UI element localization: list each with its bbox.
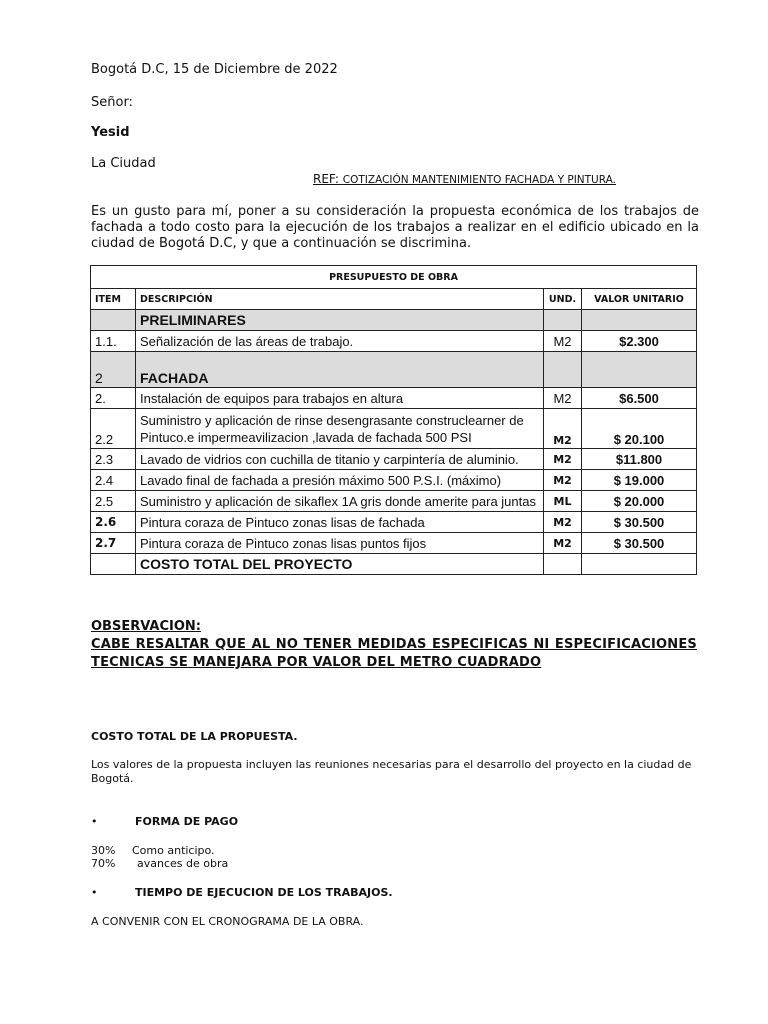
execution-time-title: TIEMPO DE EJECUCION DE LOS TRABAJOS. xyxy=(135,886,393,899)
row-item: 2. xyxy=(91,388,136,409)
recipient-name: Yesid xyxy=(91,125,130,140)
row-item: 2.4 xyxy=(91,470,136,491)
row-description: Instalación de equipos para trabajos en altura xyxy=(136,388,544,409)
reference-prefix: REF: xyxy=(313,172,339,186)
execution-time-text: A CONVENIR CON EL CRONOGRAMA DE LA OBRA. xyxy=(91,915,364,928)
row-description: Suministro y aplicación de sikaflex 1A gris donde amerite para juntas xyxy=(136,491,544,512)
intro-paragraph: Es un gusto para mí, poner a su consideración la propuesta económica de los trabajos de fachada a todo costo para la ejecución de los trabajos a realizar en el edificio ubicado en la ciudad de Bogotá D.C, y que a continuación se discrimina. xyxy=(91,204,699,251)
row-unit: M2 xyxy=(544,512,582,533)
row-item: 2.6 xyxy=(91,512,136,533)
salutation: Señor: xyxy=(91,95,133,110)
row-unit: M2 xyxy=(544,388,582,409)
budget-title-row xyxy=(91,266,697,289)
row-value: $6.500 xyxy=(582,388,697,409)
row-item: 2.3 xyxy=(91,449,136,470)
total-row xyxy=(91,554,697,575)
payment-percent: 30% xyxy=(91,844,116,857)
bullet-icon: • xyxy=(91,815,98,828)
header-unit-value: VALOR UNITARIO xyxy=(582,289,697,310)
row-value: $ 20.100 xyxy=(582,409,697,449)
reference-line xyxy=(313,172,616,186)
header-unit: UND. xyxy=(544,289,582,310)
row-value: $2.300 xyxy=(582,331,697,352)
row-unit: M2 xyxy=(544,533,582,554)
row-description-line: Pintuco.e impermeavilizacion ,lavada de fachada 500 PSI xyxy=(140,429,472,445)
section-row-fachada xyxy=(91,352,697,388)
reference-text: COTIZACIÓN MANTENIMIENTO FACHADA Y PINTURA. xyxy=(342,174,616,186)
table-row xyxy=(91,449,697,470)
proposal-total-title: COSTO TOTAL DE LA PROPUESTA. xyxy=(91,730,298,743)
budget-header-row xyxy=(91,289,697,310)
row-description: Pintura coraza de Pintuco zonas lisas puntos fijos xyxy=(136,533,544,554)
observation-body: CABE RESALTAR QUE AL NO TENER MEDIDAS ESPECIFICAS NI ESPECIFICACIONES TECNICAS SE MANEJARA POR VALOR DEL METRO CUADRADO xyxy=(91,637,697,670)
section-item: 2 xyxy=(91,352,136,388)
payment-percent: 70% xyxy=(91,857,116,870)
date-line: Bogotá D.C, 15 de Diciembre de 2022 xyxy=(91,62,338,77)
row-value: $ 30.500 xyxy=(582,512,697,533)
row-description-line: Suministro y aplicación de rinse desengrasante construclearner de xyxy=(140,412,524,428)
table-row xyxy=(91,512,697,533)
row-description: Pintura coraza de Pintuco zonas lisas de fachada xyxy=(136,512,544,533)
header-item: ITEM xyxy=(91,289,136,310)
total-label: COSTO TOTAL DEL PROYECTO xyxy=(136,554,544,575)
row-unit: M2 xyxy=(544,409,582,449)
row-unit: ML xyxy=(544,491,582,512)
row-value: $ 20.000 xyxy=(582,491,697,512)
row-description: Señalización de las áreas de trabajo. xyxy=(136,331,544,352)
row-value: $ 19.000 xyxy=(582,470,697,491)
budget-table xyxy=(90,265,697,575)
table-row xyxy=(91,409,697,449)
table-row xyxy=(91,388,697,409)
row-value: $11.800 xyxy=(582,449,697,470)
row-unit: M2 xyxy=(544,331,582,352)
row-item: 1.1. xyxy=(91,331,136,352)
recipient-city: La Ciudad xyxy=(91,156,156,171)
bullet-icon: • xyxy=(91,886,98,899)
row-item: 2.5 xyxy=(91,491,136,512)
section-row-preliminares xyxy=(91,310,697,331)
section-item xyxy=(91,310,136,331)
row-item: 2.2 xyxy=(91,409,136,449)
header-description: DESCRIPCIÓN xyxy=(136,289,544,310)
proposal-total-text: Los valores de la propuesta incluyen las reuniones necesarias para el desarrollo del proyecto en la ciudad de Bogotá. xyxy=(91,758,692,785)
row-item: 2.7 xyxy=(91,533,136,554)
table-row xyxy=(91,470,697,491)
table-row xyxy=(91,533,697,554)
section-title: PRELIMINARES xyxy=(136,310,544,331)
payment-label: Como anticipo. xyxy=(132,844,215,857)
payment-label: avances de obra xyxy=(137,857,229,870)
section-title: FACHADA xyxy=(136,352,544,388)
observation-title: OBSERVACION: xyxy=(91,619,201,634)
row-unit: M2 xyxy=(544,470,582,491)
budget-title: PRESUPUESTO DE OBRA xyxy=(91,266,697,289)
row-value: $ 30.500 xyxy=(582,533,697,554)
row-description: Lavado de vidrios con cuchilla de titanio y carpintería de aluminio. xyxy=(136,449,544,470)
table-row xyxy=(91,491,697,512)
row-description xyxy=(136,409,544,449)
table-row xyxy=(91,331,697,352)
row-description: Lavado final de fachada a presión máximo 500 P.S.I. (máximo) xyxy=(136,470,544,491)
payment-title: FORMA DE PAGO xyxy=(135,815,239,828)
row-unit: M2 xyxy=(544,449,582,470)
